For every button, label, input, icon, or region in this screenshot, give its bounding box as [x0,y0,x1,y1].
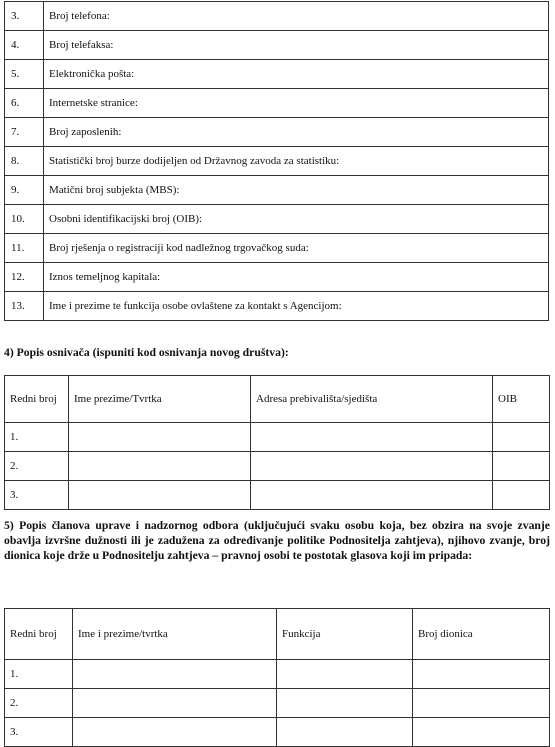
column-header-name: Ime prezime/Tvrtka [69,376,251,423]
shares-cell[interactable] [413,660,550,689]
row-number: 1. [5,660,73,689]
table-row [5,452,550,481]
row-number: 4. [5,31,44,60]
name-cell[interactable] [69,423,251,452]
table-row [5,89,549,118]
column-header-ordinal: Redni broj [5,609,73,660]
row-label: Broj rješenja o registraciji kod nadležnog trgovačkog suda: [44,234,549,263]
row-number: 3. [5,718,73,747]
row-label: Elektronička pošta: [44,60,549,89]
table-row [5,31,549,60]
row-number: 10. [5,205,44,234]
table-header-row [5,609,550,660]
section-5-heading: 5) Popis članova uprave i nadzornog odbora (uključujući svaku osobu koja, bez obzira na svoje zvanje obavlja izvršne dužnosti ili je zadužena za određivanje politike Podnositelja zahtjeva), njihovo zvanje, broj dionica koje drže u Podnositelju zahtjeva – pravnoj osobi te postotak glasova koji im pripada: [4,519,550,562]
board-members-table [4,608,550,747]
founders-table [4,375,550,510]
row-number: 1. [5,423,69,452]
row-label: Osobni identifikacijski broj (OIB): [44,205,549,234]
row-number: 2. [5,452,69,481]
table-row [5,292,549,321]
column-header-name: Ime i prezime/tvrtka [73,609,277,660]
function-cell[interactable] [277,689,413,718]
company-details-table [4,1,549,321]
table-row [5,481,550,510]
table-row [5,263,549,292]
row-label: Matični broj subjekta (MBS): [44,176,549,205]
oib-cell[interactable] [493,481,550,510]
row-label: Broj telefaksa: [44,31,549,60]
table-row [5,660,550,689]
row-label: Ime i prezime te funkcija osobe ovlaštene za kontakt s Agencijom: [44,292,549,321]
address-cell[interactable] [251,423,493,452]
row-label: Internetske stranice: [44,89,549,118]
table-row [5,147,549,176]
name-cell[interactable] [73,718,277,747]
row-label: Iznos temeljnog kapitala: [44,263,549,292]
row-number: 13. [5,292,44,321]
row-number: 5. [5,60,44,89]
table-row [5,205,549,234]
row-label: Broj telefona: [44,2,549,31]
table-row [5,718,550,747]
table-row [5,234,549,263]
column-header-oib: OIB [493,376,550,423]
name-cell[interactable] [73,689,277,718]
column-header-ordinal: Redni broj [5,376,69,423]
row-number: 12. [5,263,44,292]
oib-cell[interactable] [493,423,550,452]
table-row [5,689,550,718]
oib-cell[interactable] [493,452,550,481]
table-row [5,176,549,205]
table-row [5,2,549,31]
table-row [5,423,550,452]
column-header-address: Adresa prebivališta/sjedišta [251,376,493,423]
name-cell[interactable] [69,481,251,510]
table-row [5,118,549,147]
name-cell[interactable] [73,660,277,689]
column-header-function: Funkcija [277,609,413,660]
row-number: 7. [5,118,44,147]
address-cell[interactable] [251,452,493,481]
address-cell[interactable] [251,481,493,510]
row-number: 9. [5,176,44,205]
function-cell[interactable] [277,660,413,689]
row-number: 11. [5,234,44,263]
row-number: 6. [5,89,44,118]
row-number: 2. [5,689,73,718]
name-cell[interactable] [69,452,251,481]
row-number: 8. [5,147,44,176]
table-row [5,60,549,89]
shares-cell[interactable] [413,718,550,747]
shares-cell[interactable] [413,689,550,718]
function-cell[interactable] [277,718,413,747]
section-4-heading: 4) Popis osnivača (ispuniti kod osnivanja novog društva): [4,346,289,359]
row-number: 3. [5,2,44,31]
column-header-shares: Broj dionica [413,609,550,660]
table-header-row [5,376,550,423]
row-label: Broj zaposlenih: [44,118,549,147]
row-label: Statistički broj burze dodijeljen od Državnog zavoda za statistiku: [44,147,549,176]
row-number: 3. [5,481,69,510]
